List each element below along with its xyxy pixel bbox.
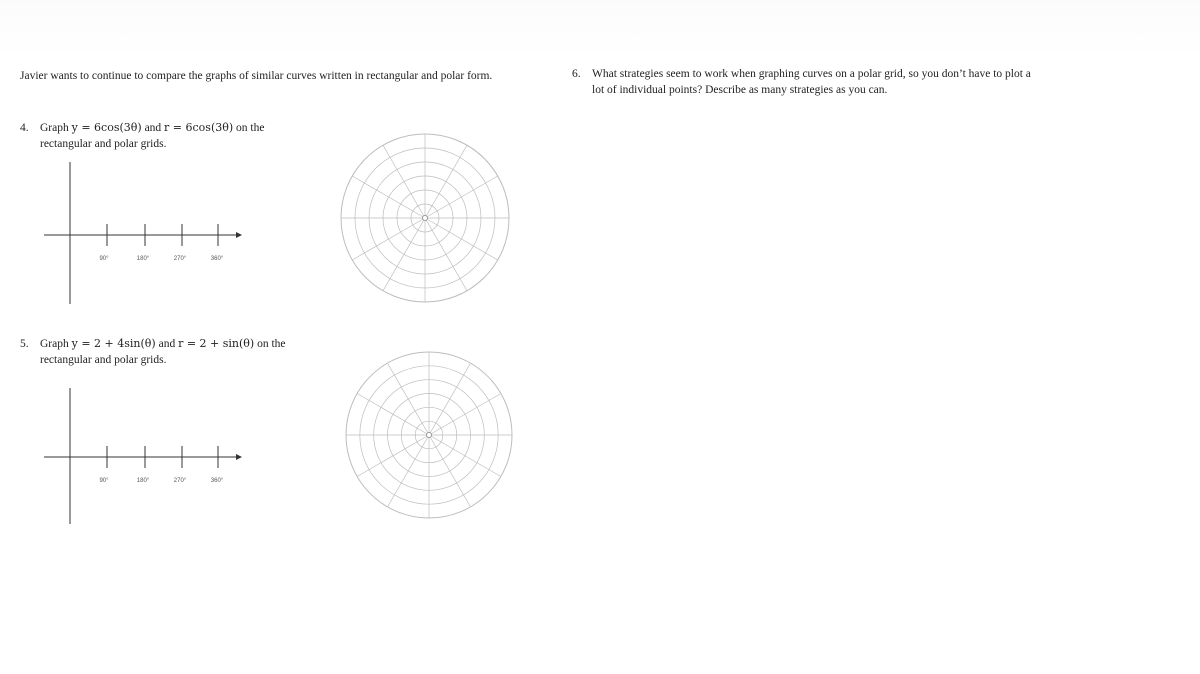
polar-spoke [425, 145, 467, 218]
question-text: and [155, 338, 179, 350]
polar-grid-q4 [339, 132, 511, 304]
question-text: on the [233, 122, 265, 134]
tick-label: 360° [210, 256, 224, 262]
question-4 [20, 120, 320, 152]
polar-origin [423, 216, 428, 221]
polar-spoke [425, 218, 467, 291]
tick-label: 360° [210, 478, 224, 484]
header-area [0, 0, 1200, 58]
equation-rect: y = 6cos(3θ) [71, 121, 142, 134]
equation-rect: y = 2 + 4sin(θ) [71, 337, 156, 350]
tick-label: 180° [136, 478, 150, 484]
rect-grid-q4 [40, 160, 250, 310]
polar-spoke [429, 394, 501, 436]
intro-text: Javier wants to continue to compare the graphs of similar curves written in rectangular and polar form. [20, 70, 493, 82]
equation-polar: r = 2 + sin(θ) [178, 337, 255, 350]
question-text-line2: rectangular and polar grids. [40, 354, 167, 366]
question-text: and [141, 122, 165, 134]
polar-spoke [425, 176, 498, 218]
tick-label: 90° [99, 478, 109, 484]
polar-spoke [388, 363, 430, 435]
tick-label: 270° [173, 478, 187, 484]
polar-spoke [357, 394, 429, 436]
polar-origin [427, 433, 432, 438]
x-axis-arrow-icon [236, 454, 242, 460]
equation-polar: r = 6cos(3θ) [164, 121, 234, 134]
question-number: 6. [572, 68, 581, 80]
polar-spoke [429, 363, 471, 435]
question-text-line2: lot of individual points? Describe as many strategies as you can. [592, 84, 888, 96]
tick-label: 180° [136, 256, 150, 262]
question-text-line2: rectangular and polar grids. [40, 138, 167, 150]
question-text: What strategies seem to work when graphing curves on a polar grid, so you don’t have to plot a [592, 68, 1031, 80]
rect-grid-q5 [40, 386, 250, 536]
x-axis-arrow-icon [236, 232, 242, 238]
question-number: 4. [20, 122, 29, 134]
polar-spoke [352, 218, 425, 260]
polar-spoke [388, 435, 430, 507]
tick-label: 270° [173, 256, 187, 262]
polar-spoke [383, 145, 425, 218]
question-text: Graph [40, 338, 72, 350]
tick-label: 90° [99, 256, 109, 262]
question-5 [20, 336, 320, 368]
polar-spoke [352, 176, 425, 218]
polar-spoke [429, 435, 501, 477]
polar-spoke [425, 218, 498, 260]
polar-grid-q5 [344, 350, 514, 520]
question-text: Graph [40, 122, 72, 134]
question-text: on the [254, 338, 286, 350]
question-number: 5. [20, 338, 29, 350]
polar-spoke [357, 435, 429, 477]
question-6 [572, 66, 1172, 98]
polar-spoke [429, 435, 471, 507]
polar-spoke [383, 218, 425, 291]
